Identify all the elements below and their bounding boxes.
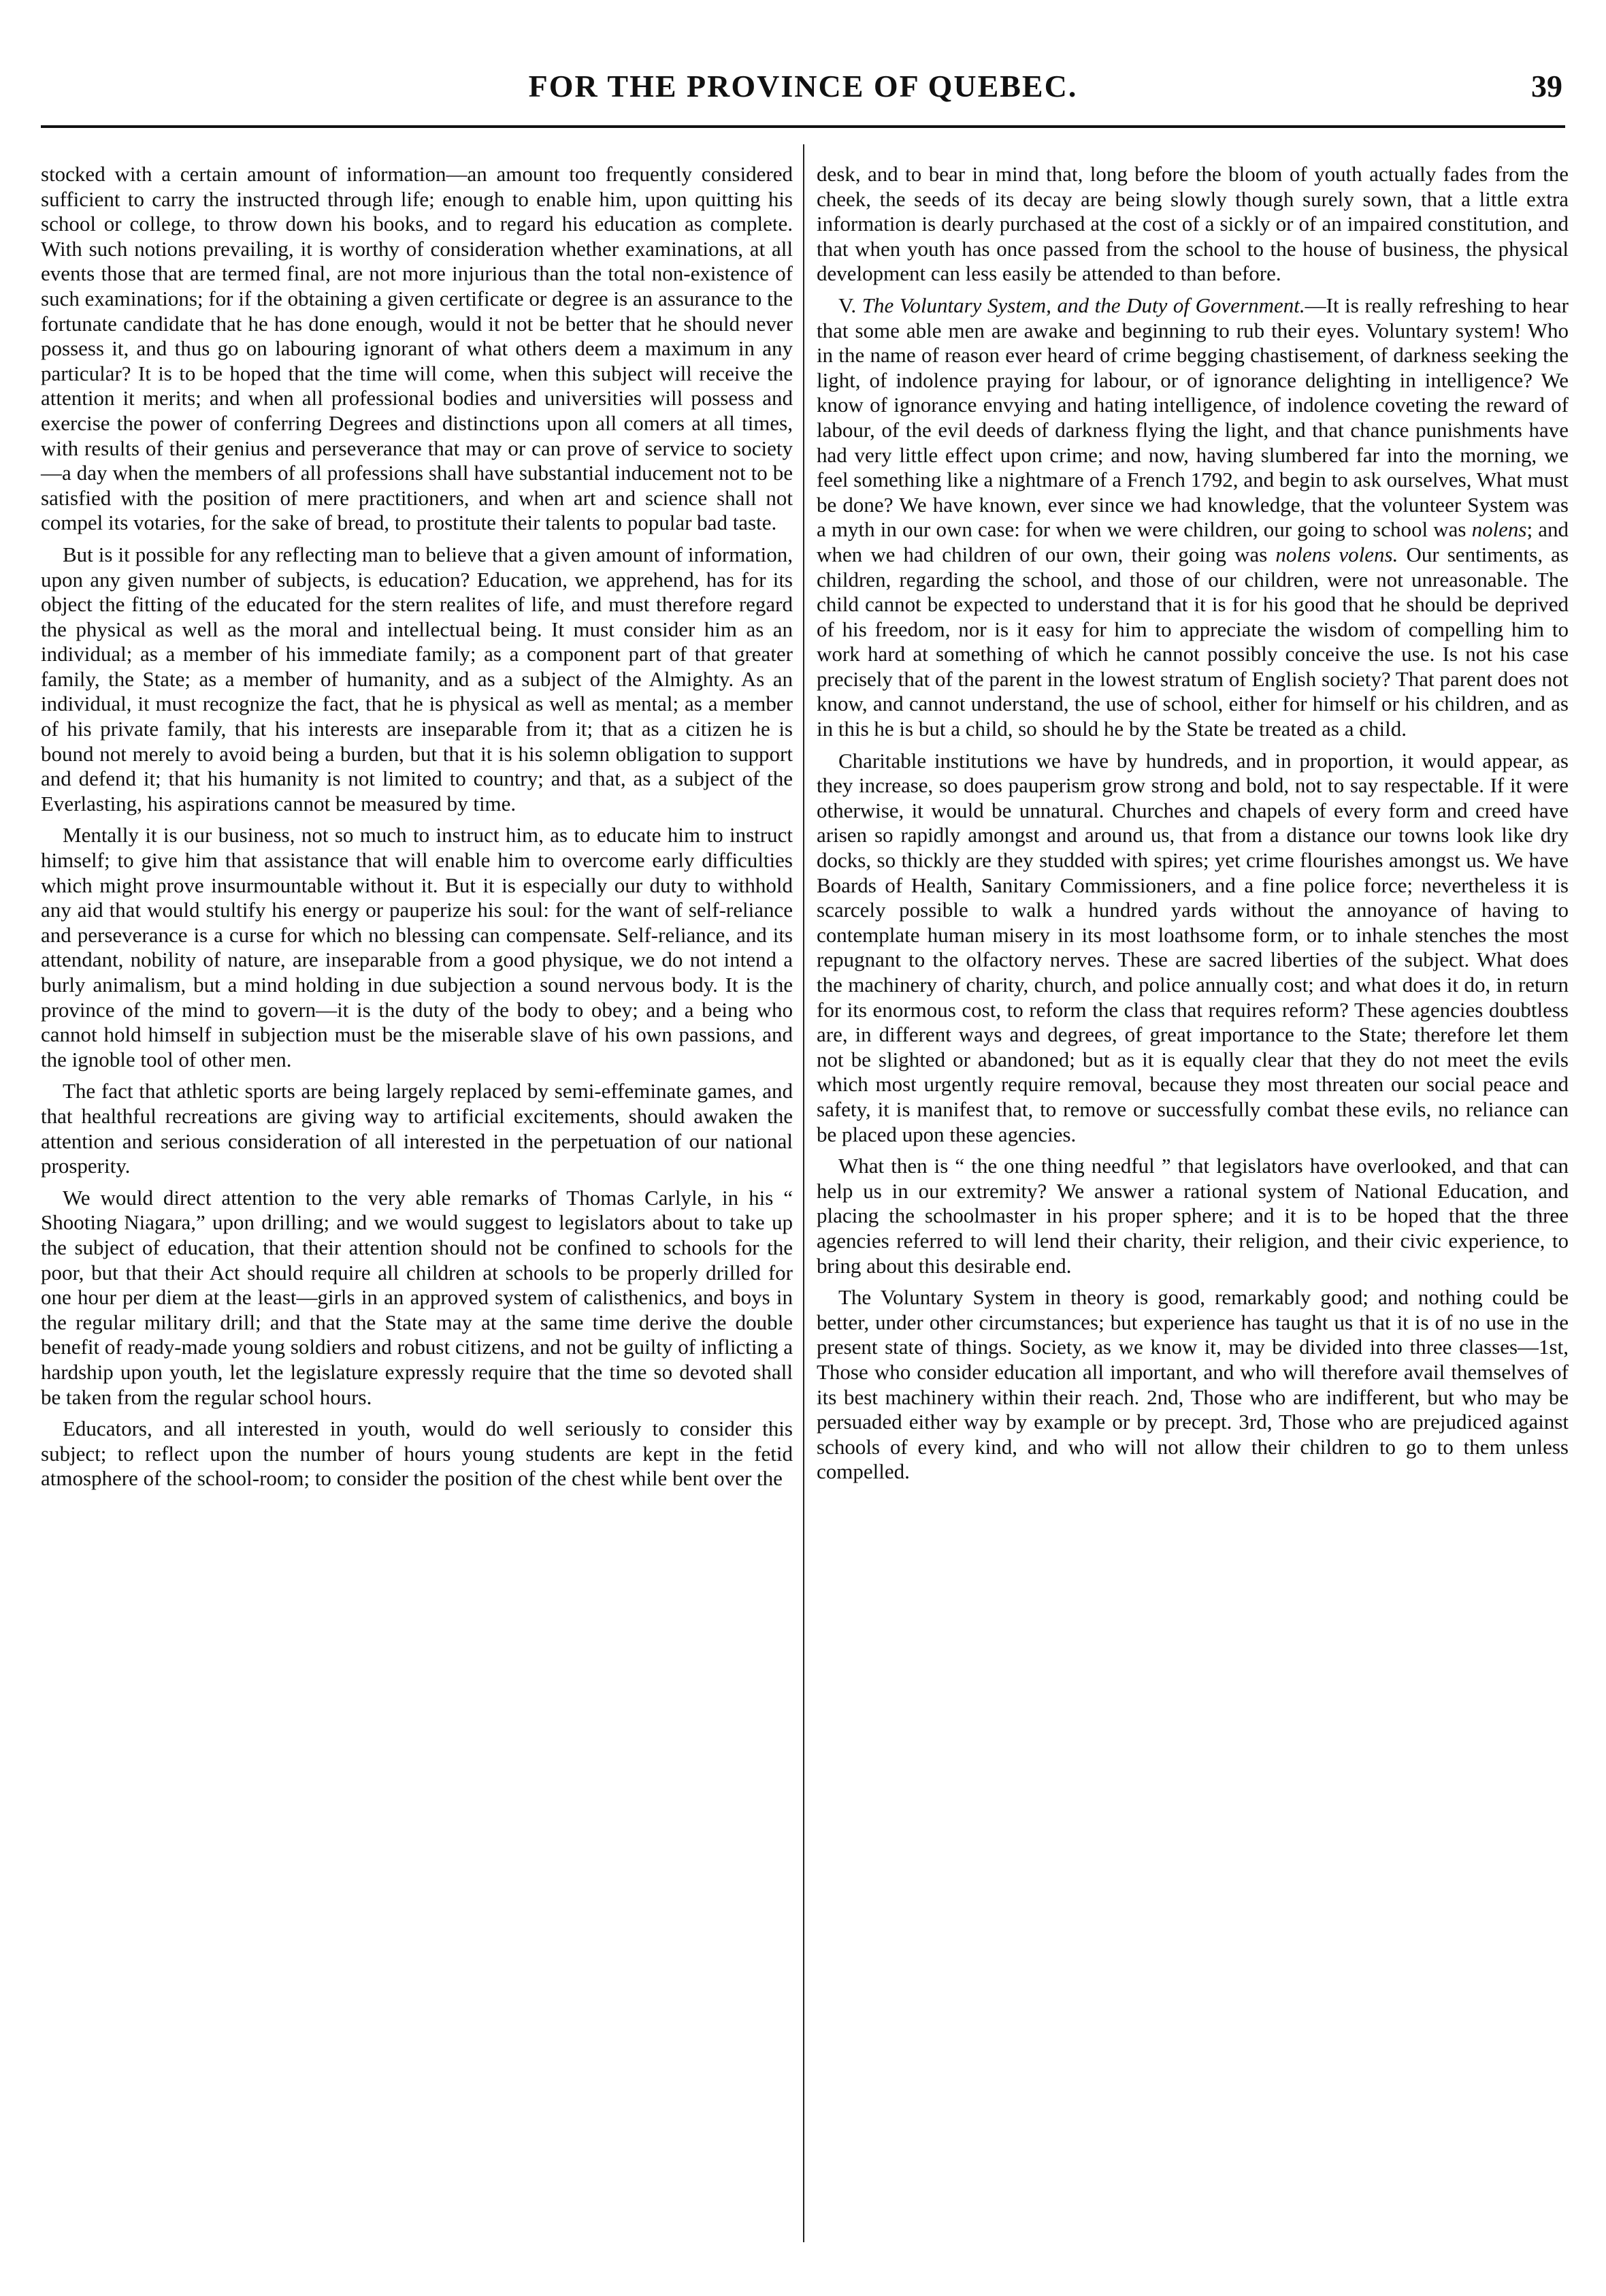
- paragraph: But is it possible for any reflecting man to believe that a given amount of information, upon any given number of subjects, is education? Education, we apprehend, has for its object the fitting of the educated for the stern realites of life, and must therefore regard the physical as well as the moral and intellectual being. It must consider him as an individual; as a member of his immediate family; as a component part of that greater family, the State; as a member of humanity, and as a subject of the Almighty. As an individual, it must recognize the fact, that he is physical as well as mental; as a member of his private family, that his interests are inseparable from it; that as a citizen he is bound not merely to avoid being a burden, but that it is his solemn obligation to support and defend it; that his humanity is not limited to country; and that, as a subject of the Everlasting, his aspirations cannot be measured by time.: [41, 542, 793, 815]
- paragraph: desk, and to bear in mind that, long before the bloom of youth actually fades from the cheek, the seeds of its decay are being slowly though surely sown, that a little extra information is dearly purchased at the cost of a sickly or of an impaired constitution, and that when youth has once passed from the school to the house of business, the physical development can less easily be attended to than before.: [817, 162, 1569, 286]
- latin-term: nolens volens.: [1275, 542, 1398, 566]
- paragraph-text: —It is really refreshing to hear that some able men are awake and beginning to rub their eyes. Voluntary system! Who in the name of reason ever heard of crime begging chastisement, of darkness seeking the light, of indolence praying for labour, or of ignorance delighting in intelligence? We know of ignorance envying and hating intelligence, of indolence coveting the reward of labour, of the evil deeds of darkness flying the light, and that chance punishments have had very little effect upon crime; and now, having slumbered far into the morning, we feel something like a nightmare of a French 1792, and begin to ask ourselves, What must be done? We have known, ever since we had knowledge, that the volunteer System was a myth in our own case: for when we were children, our going to school was: [817, 293, 1569, 542]
- page-number: 39: [1531, 69, 1562, 103]
- latin-term: nolens: [1471, 517, 1527, 542]
- paragraph: Educators, and all interested in youth, would do well seriously to consider this subject; to reflect upon the number of hours young students are kept in the fetid atmosphere of the school-room; to consider the position of the chest while bent over the: [41, 1417, 793, 1491]
- left-column: [41, 162, 793, 1498]
- running-title: FOR THE PROVINCE OF QUEBEC.: [528, 69, 1078, 103]
- header-rule: [41, 125, 1565, 128]
- paragraph: We would direct attention to the very able remarks of Thomas Carlyle, in his “ Shooting Niagara,” upon drilling; and we would suggest to legislators about to take up the subject of education, that their attention should not be confined to schools for the poor, but that their Act should require all children at schools to be properly drilled for one hour per diem at the least—girls in an approved system of calisthenics, and boys in the regular military drill; and that the State may at the same time derive the double benefit of ready-made young soldiers and robust citizens, and not be guilty of inflicting a hardship upon youth, let the legislature expressly require that the time so devoted shall be taken from the regular school hours.: [41, 1185, 793, 1409]
- paragraph: stocked with a certain amount of information—an amount too frequently considered sufficient to carry the instructed through life; enough to enable him, upon quitting his school or college, to throw down his books, and to regard his education as complete. With such notions prevailing, it is worthy of consideration whether examinations, at all events those that are termed final, are not more injurious than the total non-existence of such examinations; for if the obtaining a given certificate or degree is an assurance to the fortunate candidate that he has done enough, would it not be better that he should never possess it, and thus go on labouring ignorant of what others deem a maximum in any particular? It is to be hoped that the time will come, when this subject will receive the attention it merits; and when all professional bodies and universities will possess and exercise the power of conferring Degrees and distinctions upon all comers at all times, with results of their genius and perseverance that may or can prove of service to society—a day when the members of all professions shall have substantial inducement not to be satisfied with the position of mere practitioners, and when art and science shall not compel its votaries, for the sake of bread, to prostitute their talents to popular bad taste.: [41, 162, 793, 535]
- paragraph: Mentally it is our business, not so much to instruct him, as to educate him to instruct himself; to give him that assistance that will enable him to overcome early difficulties which might prove insurmountable without it. But it is especially our duty to withhold any aid that would stultify his energy or pauperize his soul: for the want of self-reliance and perseverance is a curse for which no blessing can compensate. Self-reliance, and its attendant, nobility of nature, are inseparable from a good physique, we do not intend a burly animalism, but a mind holding in due subjection a sound nervous body. It is the province of the mind to govern—it is the duty of the body to obey; and a being who cannot hold himself in subjection must be the miserable slave of his own passions, and the ignoble tool of other men.: [41, 823, 793, 1071]
- paragraph: What then is “ the one thing needful ” that legislators have overlooked, and that can help us in our extremity? We answer a rational system of National Education, and placing the schoolmaster in his proper sphere; and it is to be hoped that the three agencies referred to will lend their charity, their religion, and their civic experience, to bring about this desirable end.: [817, 1154, 1569, 1278]
- section-paragraph: [817, 293, 1569, 742]
- page-header: [41, 65, 1565, 113]
- section-number: V.: [838, 293, 857, 317]
- column-divider: [803, 144, 804, 2242]
- paragraph: Charitable institutions we have by hundreds, and in proportion, it would appear, as they increase, so does pauperism grow strong and bold, not to say respectable. If it were otherwise, it would be unnatural. Churches and chapels of every form and creed have arisen so rapidly amongst and around us, that from a distance our towns look like dry docks, so thickly are they studded with spires; yet crime flourishes amongst us. We have Boards of Health, Sanitary Commissioners, and a fine police force; nevertheless it is scarcely possible to walk a hundred yards without the annoyance of having to contemplate human misery in its most loathsome form, or to inhale stenches the most repugnant to the olfactory nerves. These are sacred liberties of the subject. What does the machinery of charity, church, and police annually cost; and what does it do, in return for its enormous cost, to reform the class that requires reform? These agencies doubtless are, in different ways and degrees, of great importance to the State; therefore let them not be slighted or abandoned; but as it is equally clear that they do not meet the evils which most urgently require removal, because they most threaten our social peace and safety, it is manifest that, to remove or successfully combat these evils, no reliance can be placed upon these agencies.: [817, 748, 1569, 1146]
- paragraph: The fact that athletic sports are being largely replaced by semi-effeminate games, and that healthful recreations are giving way to artificial excitements, should awaken the attention and serious consideration of all interested in the perpetuation of our national prosperity.: [41, 1079, 793, 1178]
- right-column: [817, 162, 1569, 1491]
- paragraph-text: ; and when we had children of our own, their going was: [817, 517, 1569, 566]
- paragraph: The Voluntary System in theory is good, remarkably good; and nothing could be better, under other circumstances; but experience has taught us that it is of no use in the present state of things. Society, as we know it, may be divided into three classes—1st, Those who consider education all important, and who will therefore avail themselves of its best machinery within their reach. 2nd, Those who are indifferent, but who may be persuaded either way by example or by precept. 3rd, Those who are prejudiced against schools of every kind, and who will not allow their children to go to them unless compelled.: [817, 1285, 1569, 1484]
- section-title: The Voluntary System, and the Duty of Government.: [862, 293, 1305, 317]
- paragraph-text: Our sentiments, as children, regarding the school, and those of our children, were not unreasonable. The child cannot be expected to understand that it is for his good that he should be deprived of his freedom, nor is it easy for him to appreciate the wisdom of compelling him to work hard at something of which he cannot possibly conceive the use. Is not his case precisely that of the parent in the lowest stratum of English society? That parent does not know, and cannot understand, the use of school, either for himself or his children, and as in this he is but a child, so should he by the State be treated as a child.: [817, 542, 1569, 741]
